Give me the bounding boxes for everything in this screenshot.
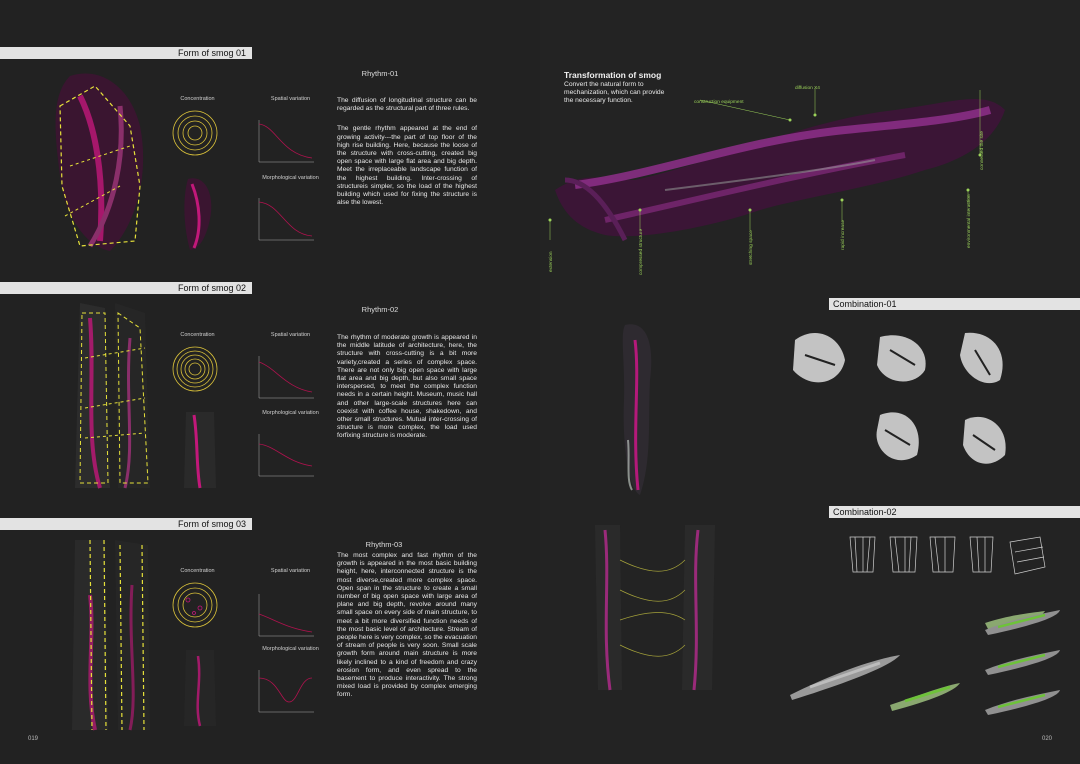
callout-diffusion: diffusion X4 [795,86,820,91]
smog-detail-render-3 [180,648,220,728]
spatial-label-1: Spatial variation [270,96,311,102]
concentration-label-1: Concentration [180,96,215,102]
section-banner-3: Form of smog 03 [0,518,252,530]
section-banner-2: Form of smog 02 [0,282,252,294]
combination-01-modules [785,325,1055,475]
smog-form-render-3 [60,535,160,730]
morph-label-1: Morphological variation [262,175,319,181]
rhythm-title-3: Rhythm-03 [365,540,403,549]
rhythm-paragraph-1b: The gentle rhythm appeared at the end of growing activity---the part of top floor of the high rise building. Here, because the loose of the structure with cross-cutting, created big open space with large flat area and big depth. Meet the irreplaceable landscape function of the highest building. Inter-crossing of structureis simpler, so the load of the highest building which used for fixing the structure is alse the lowest. [337,125,477,207]
smog-form-render-1 [40,66,160,256]
rhythm-paragraph-2: The rhythm of moderate growth is appeared in the middle latitude of architecture, here, the structure with cross-cutting is a bit more variety,created a series of complex space. There are not only big open space with large flat area and big depth, but also small space interspersed, to meet the complex function needs in a certain height. Museum, music hall and other large-scale structures here can coexist with coffee house, shakedown, and other small structures. Mutual inter-crossing of structure is more complex, the load used forfixing structure is moderate. [337,334,477,440]
callout-environmental-interaction: environmental interaction [967,194,972,248]
morph-label-2: Morphological variation [262,410,319,416]
morph-curve-3 [256,668,316,716]
spatial-label-3: Spatial variation [270,568,311,574]
combination-02-banner: Combination-02 [829,506,1080,518]
section-banner-1: Form of smog 01 [0,47,252,59]
combination-02-elongated-modules [780,605,980,725]
rhythm-title-1: Rhythm-01 [361,69,399,78]
smog-detail-render-2 [180,410,220,490]
concentration-rings-3 [170,580,220,630]
callout-rapid-increase: rapid increase [841,219,846,250]
rhythm-title-2: Rhythm-02 [361,305,399,314]
callout-extension: extension [549,251,554,272]
combination-02-paired-render [590,520,730,700]
combination-02-wireframes [845,532,1055,580]
concentration-label-3: Concentration [180,568,215,574]
callout-connected-site: connected the site [980,131,985,170]
transformation-callouts [540,80,1080,280]
rhythm-text-1 [337,97,477,207]
combination-01-tower-render [610,320,670,500]
smog-form-render-2 [60,298,160,493]
page-number-left: 019 [28,736,39,742]
callout-stretching-space: stretching space [749,230,754,265]
spatial-curve-2 [256,354,316,402]
morph-label-3: Morphological variation [262,646,319,652]
concentration-rings-2 [170,344,220,394]
rhythm-paragraph-1a: The diffusion of longitudinal structure can be regarded as the structural part of three rules. [337,97,477,113]
concentration-rings-1 [170,108,220,158]
morph-curve-1 [256,196,316,244]
transformation-description: Convert the natural form to mechanization, which can provide the necessary function. [564,81,665,105]
rhythm-paragraph-3: The most complex and fast rhythm of the growth is appeared in the most basic building height, here, interconnected structure is the most diverse,created more complex space. Open span in the structure to create a small number of big open space with large area of plane and big depth, revolve around many small space on every side of main structure, to meet a bit more diversified function needs of the most basic level of architecture. Stream of people here is very complex, so the evacuation of stream of people is very soon. Small scale growth form around main structure is more likely inclined to a kind of freedom and crazy erosion form, and even spread to the basement to produce interactivity. The strong mixed load is provided by complex emerging form. [337,552,477,699]
combination-01-banner: Combination-01 [829,298,1080,310]
rhythm-text-3 [337,552,477,700]
combination-02-green-modules [980,605,1070,730]
spatial-label-2: Spatial variation [270,332,311,338]
callout-compressed-structure: compressed structure [639,228,644,275]
morph-curve-2 [256,432,316,480]
page-number-right: 020 [1042,736,1053,742]
spatial-curve-3 [256,592,316,640]
spatial-curve-1 [256,118,316,166]
transformation-title: Transformation of smog [564,70,662,80]
smog-detail-render-1 [180,174,220,252]
rhythm-text-2 [337,334,477,441]
concentration-label-2: Concentration [180,332,215,338]
callout-construction-equipment: construction equipment [694,100,744,105]
